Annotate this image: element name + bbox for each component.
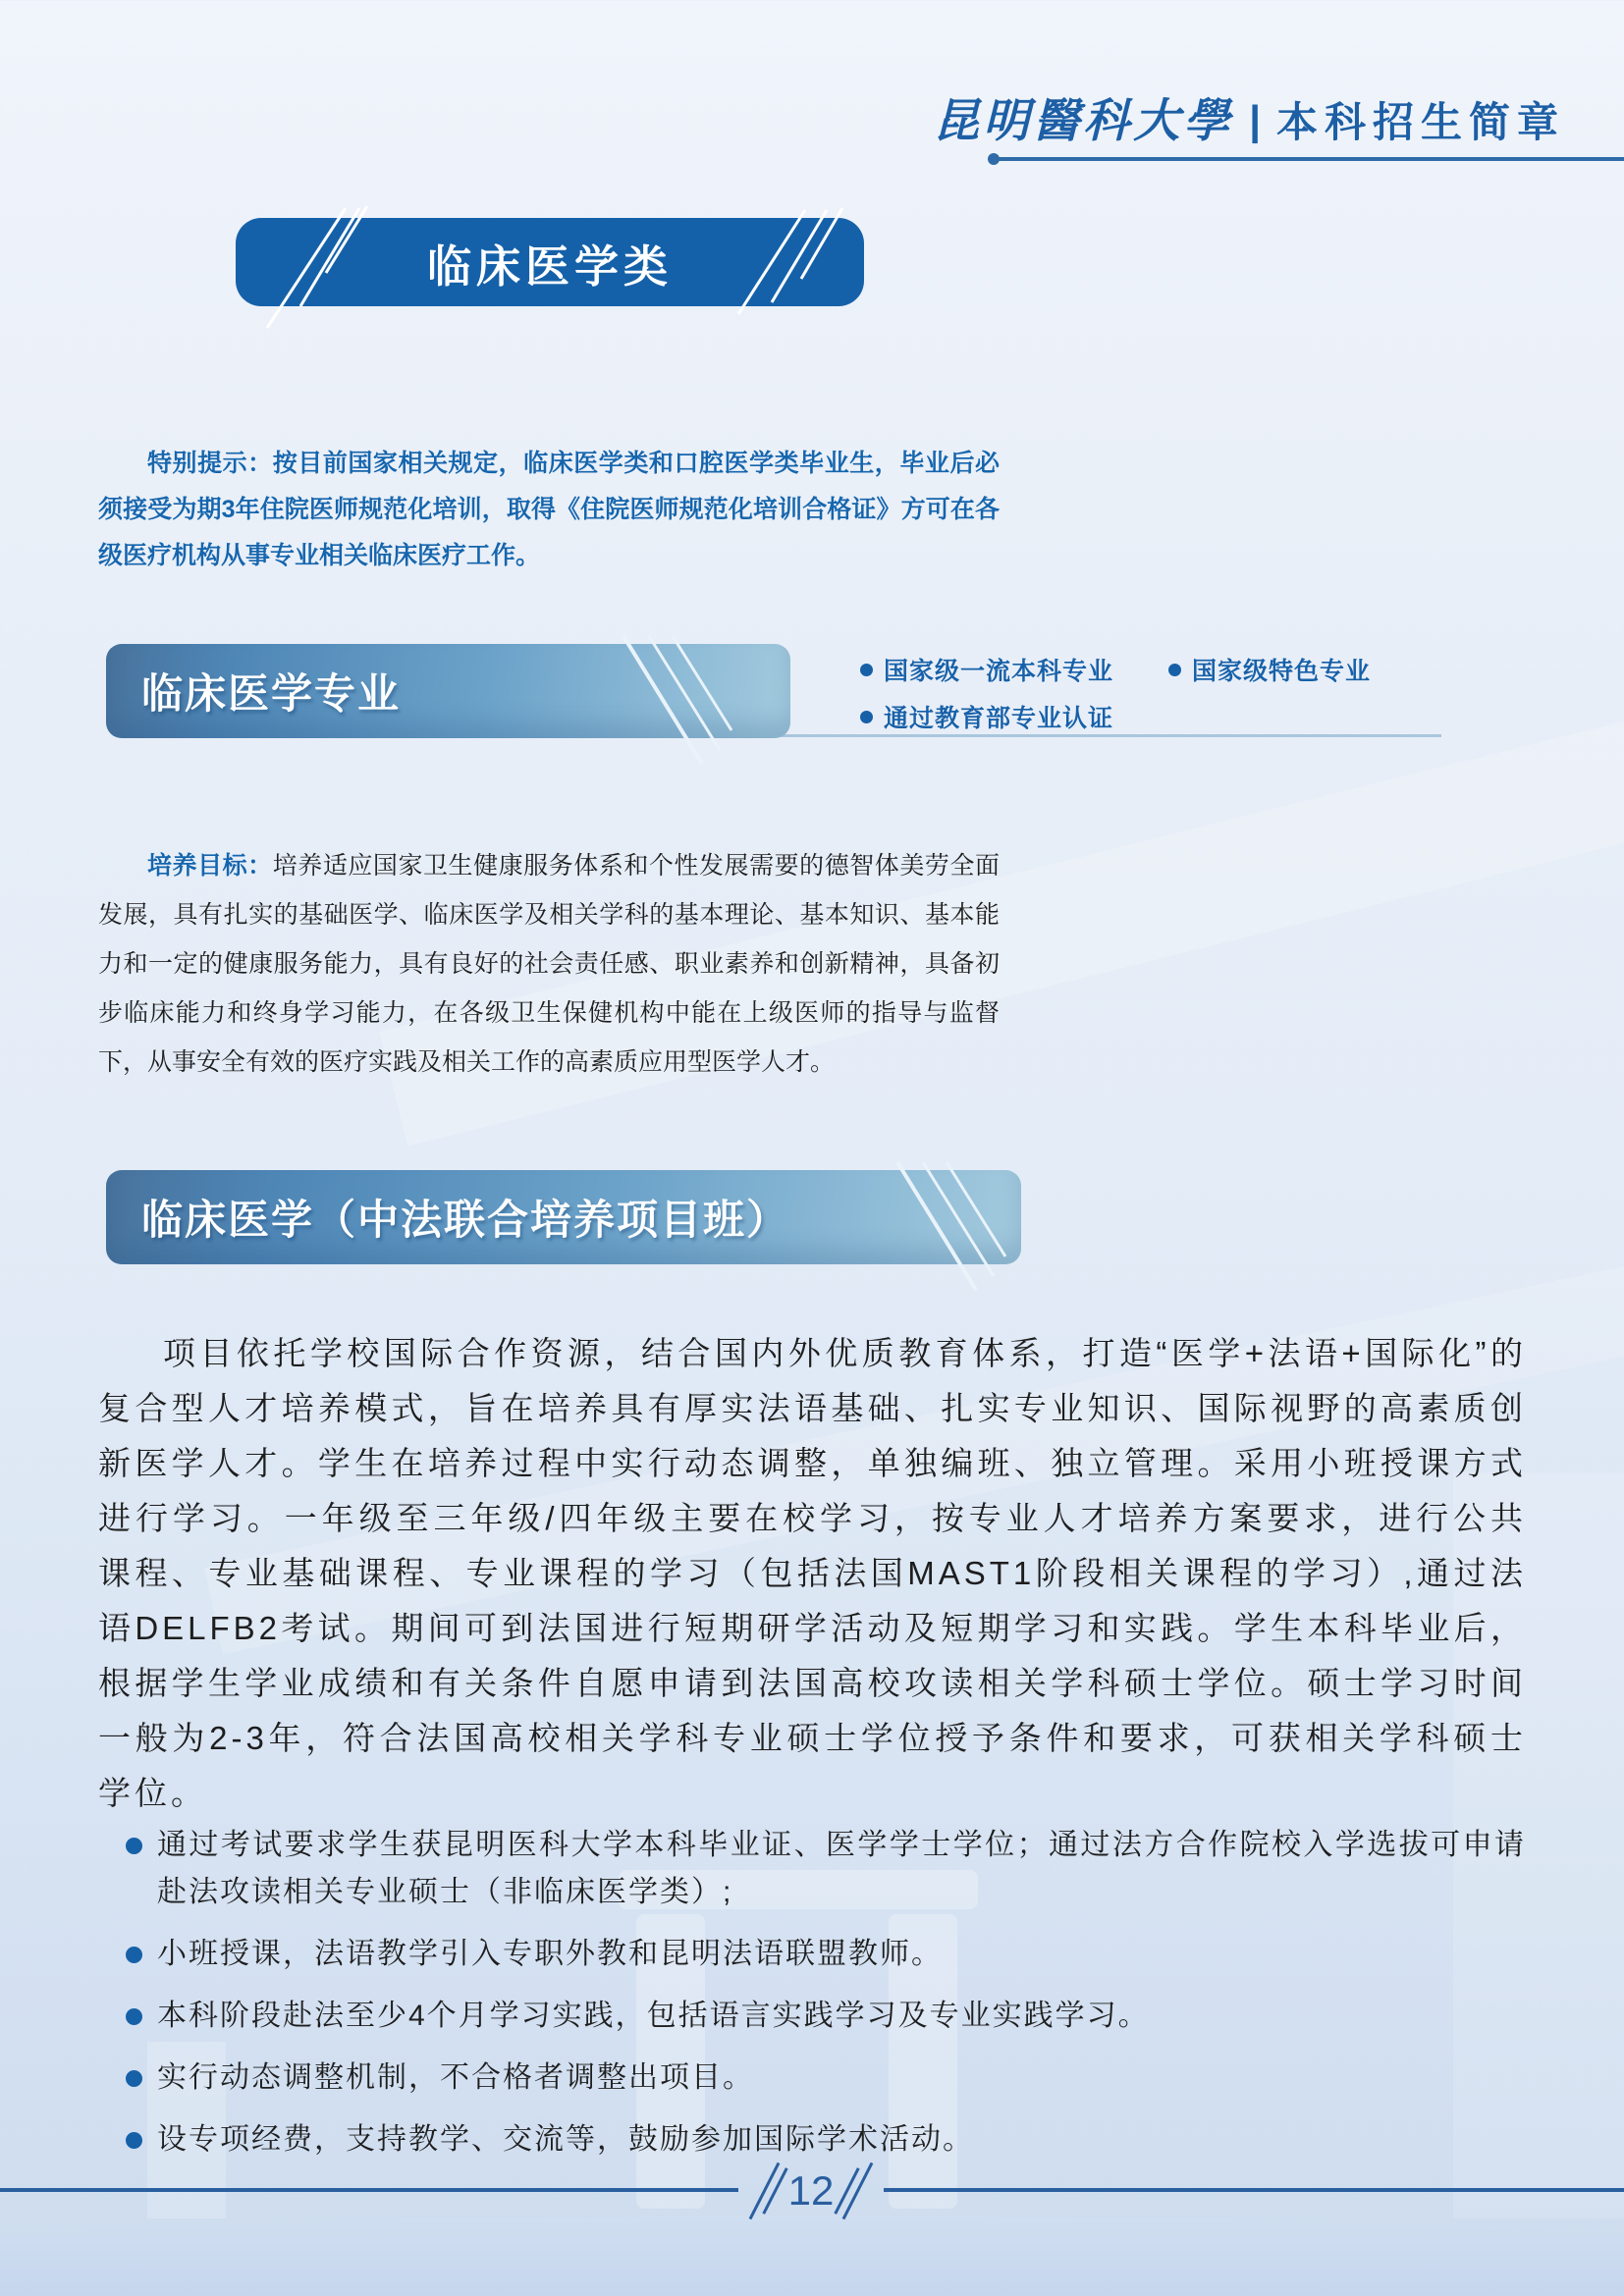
page-title: 临床医学类 xyxy=(426,240,673,292)
list-item-text: 实行动态调整机制，不合格者调整出项目。 xyxy=(157,2061,754,2094)
program-feature-list xyxy=(126,1822,1526,2163)
section-header-sino-french-program xyxy=(106,1170,1021,1264)
tag-label: 国家级一流本科专业 xyxy=(884,658,1114,685)
list-item-text: 通过考试要求学生获昆明医科大学本科毕业证、医学学士学位；通过法方合作院校入学选拔可申请赴法攻读相关专业硕士（非临床医学类）; xyxy=(157,1829,1526,1908)
program-description-paragraph: 项目依托学校国际合作资源，结合国内外优质教育体系，打造“医学+法语+国际化”的复合型人才培养模式，旨在培养具有厚实法语基础、扎实专业知识、国际视野的高素质创新医学人才。学生在培养过程中实行动态调整，单独编班、独立管理。采用小班授课方式进行学习。一年级至三年级/四年级主要在校学习，按专业人才培养方案要求，进行公共课程、专业基础课程、专业课程的学习（包括法国MAST1阶段相关课程的学习）,通过法语DELFB2考试。期间可到法国进行短期研学活动及短期学习和实践。学生本科毕业后，根据学生学业成绩和有关条件自愿申请到法国高校攻读相关学科硕士学位。硕士学习时间一般为2-3年，符合法国高校相关学科专业硕士学位授予条件和要求，可获相关学科硕士学位。 xyxy=(98,1335,1527,1811)
list-item xyxy=(126,1822,1526,1916)
training-goal-body: 培养适应国家卫生健康服务体系和个性发展需要的德智体美劳全面发展，具有扎实的基础医学、临床医学及相关学科的基本理论、基本知识、基本能力和一定的健康服务能力，具有良好的社会责任感、职业素养和创新精神，具备初步临床能力和终身学习能力，在各级卫生保健机构中能在上级医师的指导与监督下，从事安全有效的医疗实践及相关工作的高素质应用型医学人才。 xyxy=(98,852,1000,1076)
section-header-clinical-medicine-major xyxy=(106,644,790,738)
list-item xyxy=(126,1931,1526,1978)
bullet-icon xyxy=(126,1838,142,1854)
brochure-title: 本科招生简章 xyxy=(1275,98,1565,146)
title-banner xyxy=(236,218,864,306)
university-logo-text: 昆明醫科大學 xyxy=(933,94,1234,148)
list-item-text: 设专项经费，支持教学、交流等，鼓励参加国际学术活动。 xyxy=(157,2123,974,2156)
bullet-icon xyxy=(860,664,873,676)
bullet-icon xyxy=(126,2070,142,2087)
list-item xyxy=(126,2055,1526,2102)
tag-national-first-class-major xyxy=(860,652,1113,687)
bullet-icon xyxy=(126,2008,142,2025)
bullet-icon xyxy=(126,1947,142,1963)
training-goal-label: 培养目标： xyxy=(147,852,273,880)
decorative-slashes-icon xyxy=(594,640,731,768)
list-item-text: 本科阶段赴法至少4个月学习实践，包括语言实践学习及专业实践学习。 xyxy=(157,2000,1150,2032)
header-divider: | xyxy=(1249,97,1261,143)
tag-label: 国家级特色专业 xyxy=(1192,658,1372,685)
footer-divider-line xyxy=(0,2188,738,2192)
header-underline xyxy=(994,157,1624,161)
training-goal-paragraph xyxy=(98,841,1000,1087)
list-item-text: 小班授课，法语教学引入专职外教和昆明法语联盟教师。 xyxy=(157,1938,943,1970)
section-title: 临床医学专业 xyxy=(141,670,402,717)
decorative-slashes-icon xyxy=(878,1166,1005,1294)
page-header xyxy=(933,84,1565,150)
tag-national-featured-major xyxy=(1168,652,1371,687)
decorative-slashes-icon xyxy=(732,212,850,320)
footer-background-band xyxy=(0,2216,1624,2296)
tag-label: 通过教育部专业认证 xyxy=(884,705,1114,732)
special-notice-paragraph: 特别提示：按目前国家相关规定，临床医学类和口腔医学类毕业生，毕业后必须接受为期3年住院医师规范化培训，取得《住院医师规范化培训合格证》方可在各级医疗机构从事专业相关临床医疗工作。 xyxy=(98,450,1000,569)
bullet-icon xyxy=(126,2132,142,2149)
page-number: 12 xyxy=(787,2167,835,2214)
list-item xyxy=(126,1993,1526,2040)
page-number-block xyxy=(738,2156,884,2226)
footer-divider-line xyxy=(884,2188,1624,2192)
bullet-icon xyxy=(860,711,873,723)
section-title: 临床医学（中法联合培养项目班） xyxy=(141,1197,790,1243)
bullet-icon xyxy=(1168,664,1181,676)
major-tag-list xyxy=(860,652,1371,734)
decorative-slashes-icon xyxy=(249,212,387,330)
tag-moe-accredited xyxy=(860,699,1113,734)
